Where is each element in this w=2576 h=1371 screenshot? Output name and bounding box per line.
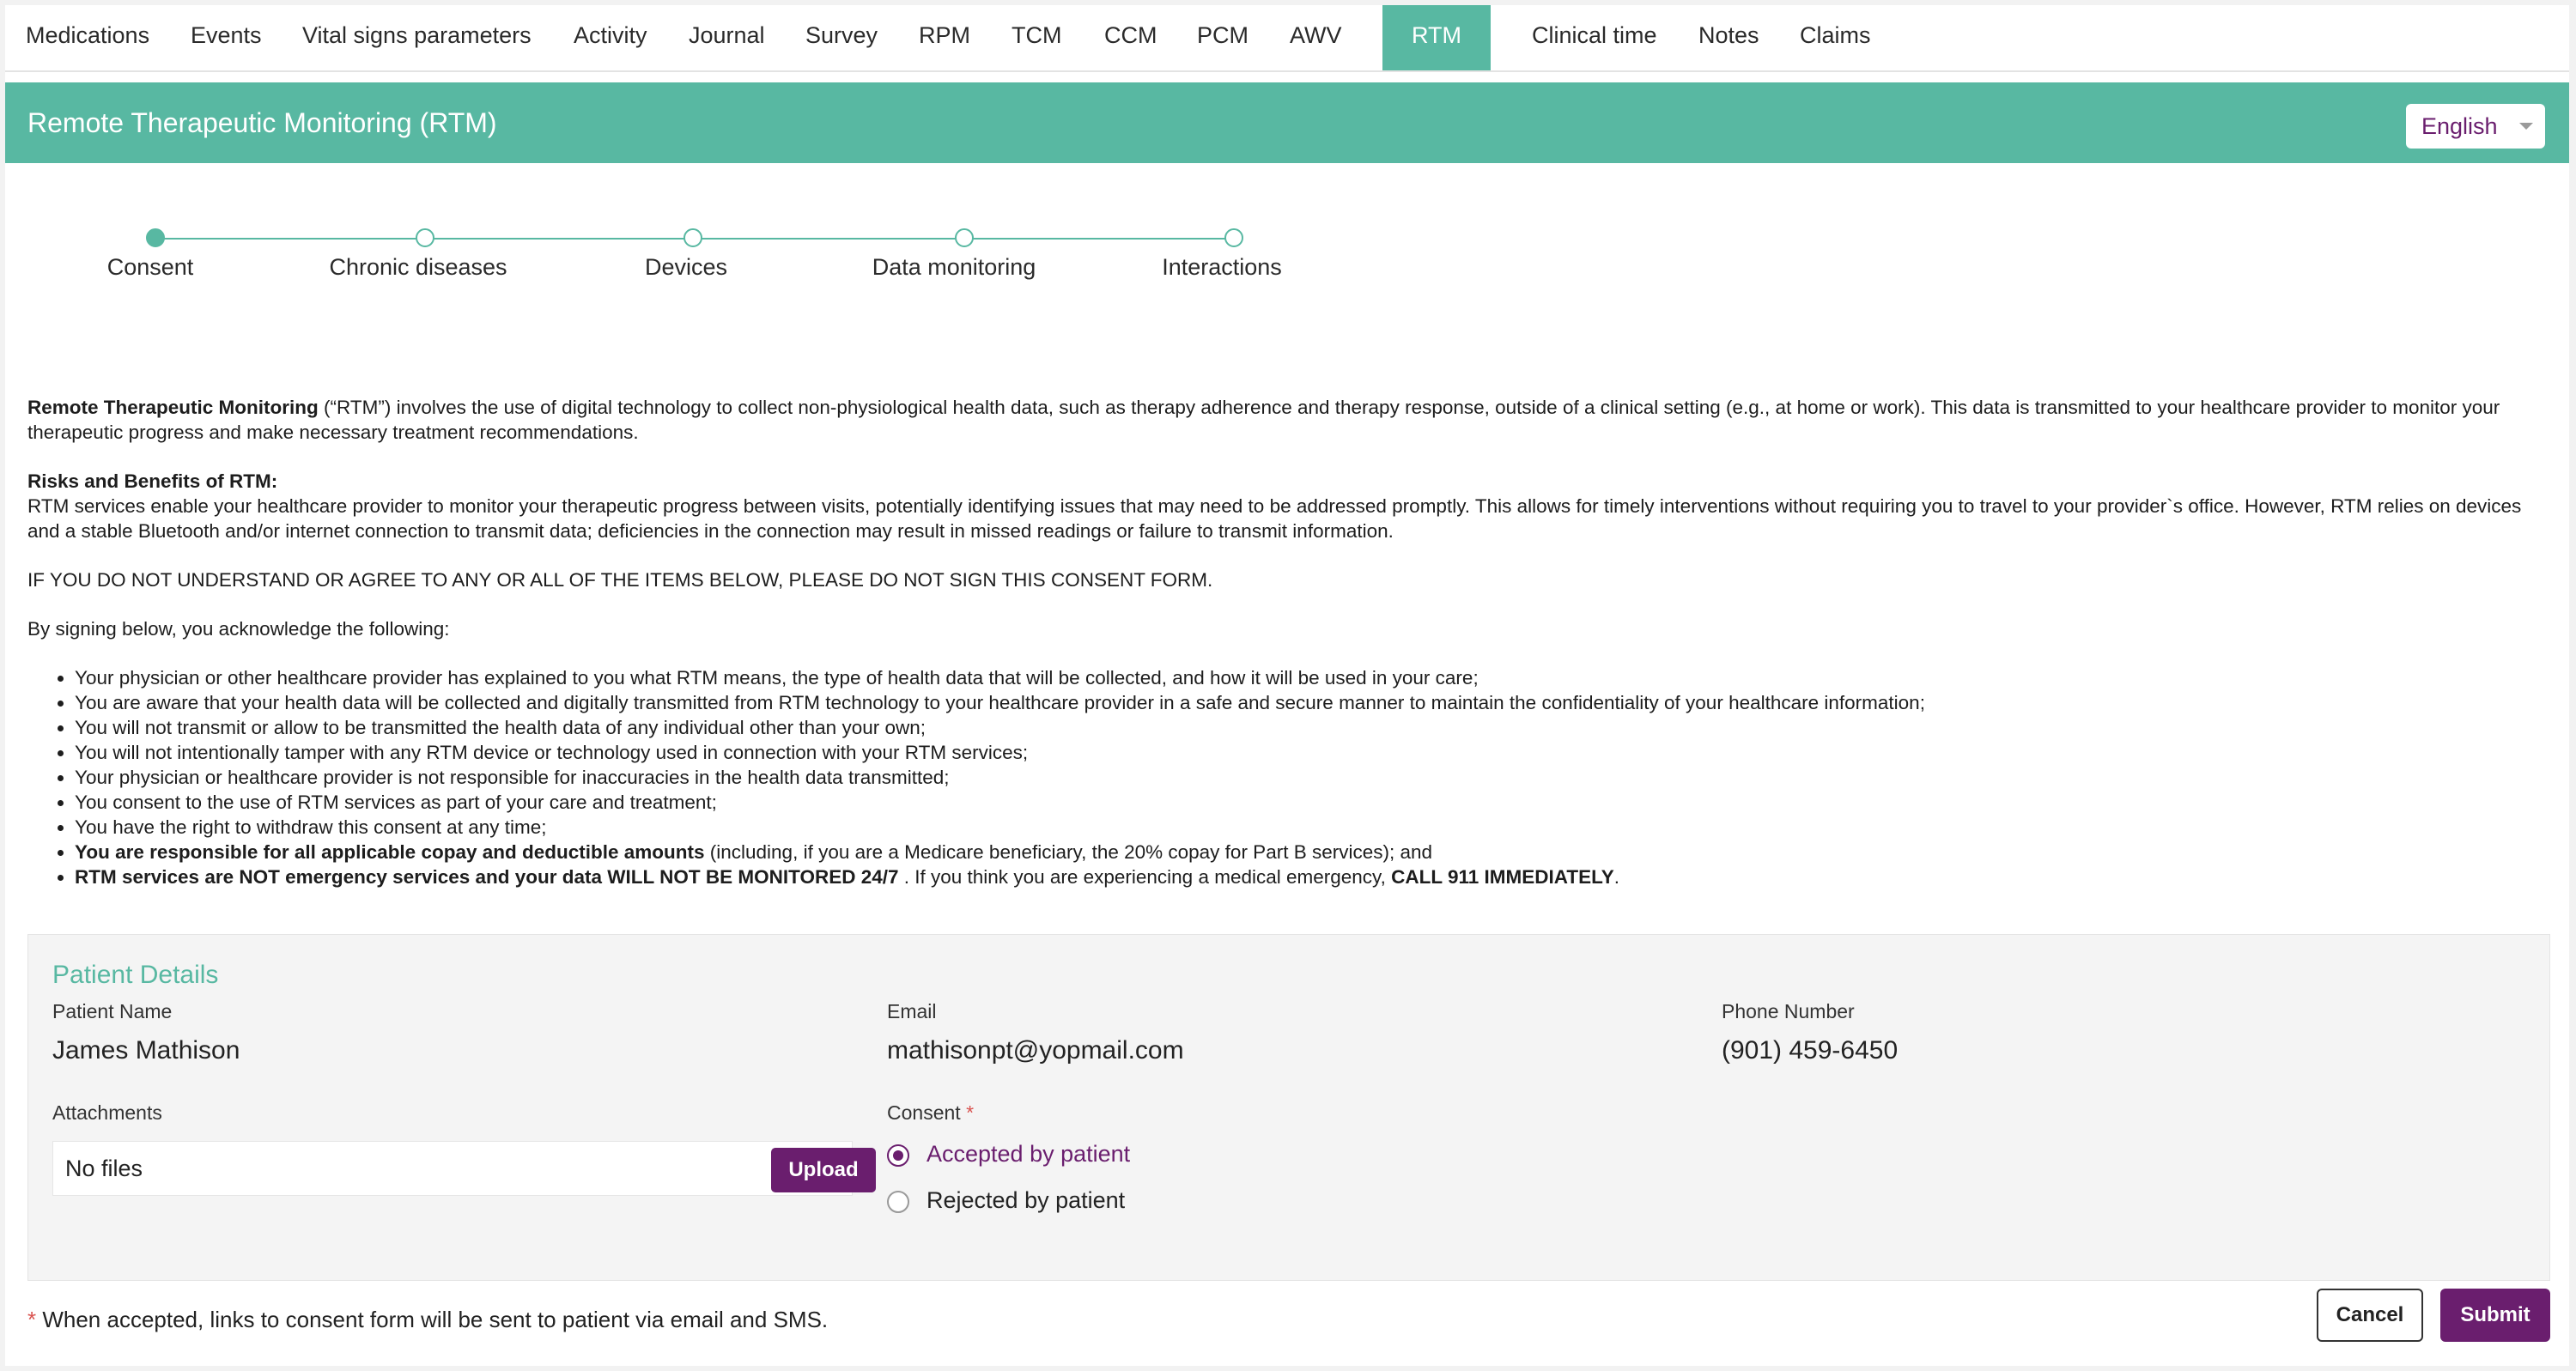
attachments-field[interactable] <box>52 1141 859 1196</box>
tab-vital-signs-parameters[interactable]: Vital signs parameters <box>302 22 532 48</box>
required-mark: * <box>966 1101 975 1124</box>
page-header <box>5 82 2569 163</box>
consent-text <box>27 395 2543 889</box>
step-label-consent[interactable]: Consent <box>106 254 194 280</box>
consent-intro-text: (“RTM”) involves the use of digital technology to collect non-physiological health data, such as therapy adherence and therapy response, outside of a clinical setting (e.g., at home or work). This data is transmitted to your healthcare provider to monitor your therapeutic progress and make necessary treatment recommendations. <box>27 397 2500 443</box>
phone-value: (901) 459-6450 <box>1722 1036 1899 1065</box>
tab-medications[interactable]: Medications <box>26 22 150 48</box>
emergency-bold: RTM services are NOT emergency services and your data WILL NOT BE MONITORED 24/7 <box>75 866 899 888</box>
consent-intro <box>27 395 2543 445</box>
step-dot-data-monitoring[interactable] <box>955 228 974 247</box>
copay-text: (including, if you are a Medicare beneficiary, the 20% copay for Part B services); and <box>704 841 1433 863</box>
consent-intro-bold: Remote Therapeutic Monitoring <box>27 397 319 418</box>
top-tabs <box>5 5 2569 72</box>
step-label-devices[interactable]: Devices <box>644 254 728 280</box>
list-item: • You have the right to withdraw this consent at any time; <box>75 815 2543 840</box>
consent-label <box>887 1101 974 1125</box>
email-value: mathisonpt@yopmail.com <box>887 1036 1184 1065</box>
step-label-data-monitoring[interactable]: Data monitoring <box>872 254 1036 280</box>
tab-rpm[interactable]: RPM <box>919 22 970 48</box>
attachments-label: Attachments <box>52 1101 162 1124</box>
patient-details-panel <box>27 934 2550 1281</box>
step-label-chronic-diseases[interactable]: Chronic diseases <box>329 254 507 280</box>
radio-rejected[interactable] <box>887 1191 909 1213</box>
footer-note-text: When accepted, links to consent form will be sent to patient via email and SMS. <box>36 1307 829 1332</box>
list-item: • You will not transmit or allow to be transmitted the health data of any individual other than your own; <box>75 715 2543 740</box>
tab-pcm[interactable]: PCM <box>1197 22 1249 48</box>
tab-activity[interactable]: Activity <box>574 22 647 48</box>
language-value: English <box>2421 113 2498 139</box>
risks-heading: Risks and Benefits of RTM: <box>27 470 278 492</box>
attachments-value: No files <box>65 1156 143 1181</box>
call-911-bold: CALL 911 IMMEDIATELY <box>1391 866 1614 888</box>
app-frame <box>5 5 2569 1366</box>
list-item <box>75 864 2543 889</box>
step-dot-devices[interactable] <box>683 228 702 247</box>
language-select[interactable] <box>2406 104 2545 149</box>
radio-accepted-label[interactable]: Accepted by patient <box>927 1141 1131 1167</box>
tab-awv[interactable]: AWV <box>1290 22 1342 48</box>
step-dot-consent[interactable] <box>146 228 165 247</box>
step-label-interactions[interactable]: Interactions <box>1162 254 1282 280</box>
list-item <box>75 840 2543 864</box>
radio-rejected-label[interactable]: Rejected by patient <box>927 1187 1126 1213</box>
phone-label: Phone Number <box>1722 1000 1855 1022</box>
consent-list <box>27 665 2543 889</box>
tab-clinical-time[interactable]: Clinical time <box>1532 22 1657 48</box>
email-label: Email <box>887 1000 937 1022</box>
tab-notes[interactable]: Notes <box>1698 22 1759 48</box>
cancel-button[interactable]: Cancel <box>2317 1289 2423 1342</box>
tab-ccm[interactable]: CCM <box>1104 22 1157 48</box>
page-title: Remote Therapeutic Monitoring (RTM) <box>27 107 497 138</box>
tab-rtm[interactable]: RTM <box>1382 5 1491 70</box>
tab-survey[interactable]: Survey <box>805 22 878 48</box>
upload-button[interactable]: Upload <box>771 1148 876 1192</box>
chevron-down-icon <box>2519 123 2533 130</box>
tab-journal[interactable]: Journal <box>689 22 765 48</box>
patient-name-value: James Mathison <box>52 1036 240 1065</box>
emergency-end: . <box>1613 866 1620 888</box>
list-item: • Your physician or other healthcare provider has explained to you what RTM means, the type of health data that will be collected, and how it will be used in your care; <box>75 665 2543 690</box>
consent-warning: IF YOU DO NOT UNDERSTAND OR AGREE TO ANY OR ALL OF THE ITEMS BELOW, PLEASE DO NOT SIGN THIS CONSENT FORM. <box>27 569 1213 591</box>
patient-name-label: Patient Name <box>52 1000 173 1022</box>
risks-text: RTM services enable your healthcare provider to monitor your therapeutic progress between visits, potentially identifying issues that may need to be addressed promptly. This allows for timely interventions without requiring you to travel to your provider`s office. However, RTM relies on devices and a stable Bluetooth and/or internet connection to transmit data; deficiencies in the connection may result in missed readings or failure to transmit information. <box>27 495 2522 542</box>
copay-bold: You are responsible for all applicable copay and deductible amounts <box>75 841 705 863</box>
consent-acknowledge: By signing below, you acknowledge the following: <box>27 618 450 640</box>
tab-tcm[interactable]: TCM <box>1012 22 1062 48</box>
list-item: • You consent to the use of RTM services as part of your care and treatment; <box>75 790 2543 815</box>
list-item: • You will not intentionally tamper with any RTM device or technology used in connection with your RTM services; <box>75 740 2543 765</box>
footer-note <box>27 1307 828 1333</box>
step-dot-interactions[interactable] <box>1224 228 1243 247</box>
emergency-text: . If you think you are experiencing a medical emergency, <box>898 866 1392 888</box>
step-dot-chronic-diseases[interactable] <box>416 228 434 247</box>
radio-accepted[interactable] <box>887 1144 909 1167</box>
tab-claims[interactable]: Claims <box>1800 22 1871 48</box>
consent-label-text: Consent <box>887 1101 961 1124</box>
list-item: • Your physician or healthcare provider is not responsible for inaccuracies in the health data transmitted; <box>75 765 2543 790</box>
list-item: • You are aware that your health data will be collected and digitally transmitted from RTM technology to your healthcare provider in a safe and secure manner to maintain the confidentiality of your healthcare information; <box>75 690 2543 715</box>
tab-events[interactable]: Events <box>191 22 262 48</box>
footer-required-mark: * <box>27 1307 37 1332</box>
patient-details-title: Patient Details <box>52 961 219 989</box>
submit-button[interactable]: Submit <box>2440 1289 2550 1342</box>
